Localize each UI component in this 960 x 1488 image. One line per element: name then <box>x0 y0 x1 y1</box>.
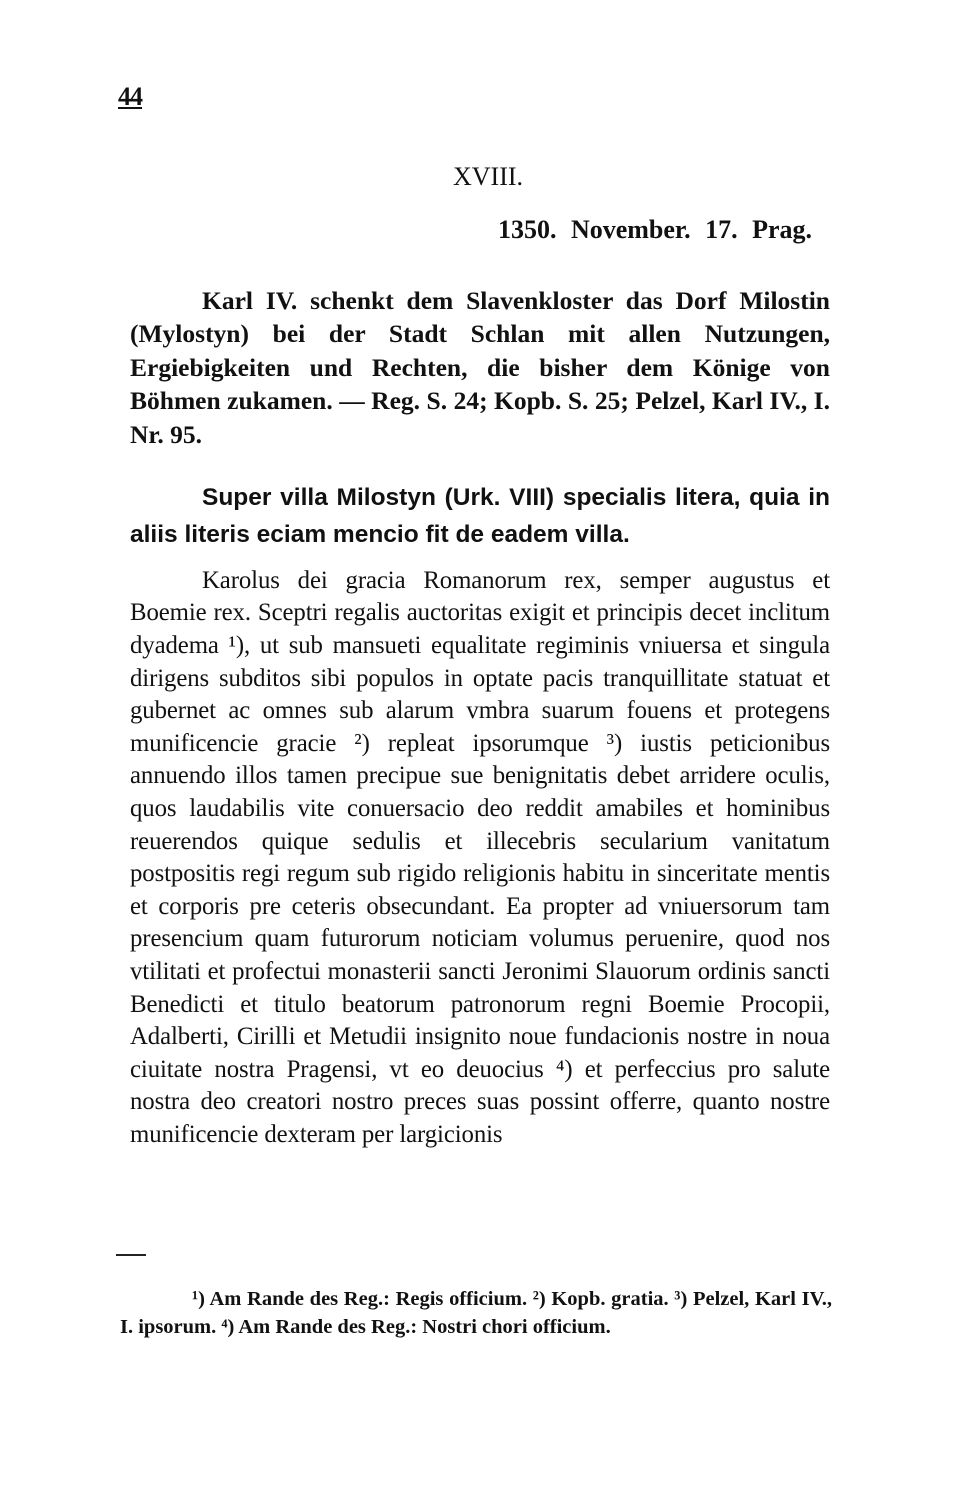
page-number: 44 <box>118 82 142 111</box>
regest-paragraph: Karl IV. schenkt dem Slavenkloster das Dorf Milostin (Mylostyn) bei der Stadt Schlan mit allen Nutzungen, Ergiebigkeiten und Rechten, die bisher dem Könige von Böhmen zukamen. — Reg. S. 24; Kopb. S. 25; Pelzel, Karl IV., I. Nr. 95. <box>130 285 830 449</box>
footnotes: ¹) Am Rande des Reg.: Regis officium. ²) Kopb. gratia. ³) Pelzel, Karl IV., I. ipsorum. ⁴) Am Rande des Reg.: Nostri chori officium. <box>120 1287 832 1338</box>
footnote-separator <box>116 1254 146 1256</box>
document-number: XVIII. <box>452 162 524 191</box>
dateline: 1350. November. 17. Prag. <box>497 215 812 244</box>
rubric-heading: Super villa Milostyn (Urk. VIII) specialis litera, quia in aliis literis eciam mencio fit de eadem villa. <box>130 483 830 548</box>
charter-body-text: Karolus dei gracia Romanorum rex, semper augustus et Boemie rex. Sceptri regalis auctoritas exigit et principis decet inclitum dyadema ¹), ut sub mansueti equalitate regiminis vniuersa et singula dirigens subditos sibi populos in optate pacis tranquillitate statuat et gubernet ac omnes sub alarum vmbra suarum fouens et protegens munificencie gracie ²) repleat ipsorumque ³) iustis peticionibus annuendo illos tamen precipue sue benignitatis debet arridere oculis, quos laudabilis vite conuersacio deo reddit amabiles et hominibus reuerendos quique sedulis et illecebris secularium vanitatum postpositis regi regum sub rigido religionis habitu in sinceritate mentis et corporis pre ceteris obsecundant. Ea propter ad vniuersorum tam presencium quam futurorum noticiam volumus peruenire, quod nos vtilitati et profectui monasterii sancti Jeronimi Slauorum ordinis sancti Benedicti et titulo beatorum patronorum regni Boemie Procopii, Adalberti, Cirilli et Metudii insignito noue fundacionis nostre in noua ciuitate nostra Pragensi, vt eo deuocius ⁴) et perfeccius pro salute nostra deo creatori nostro preces suas possint offerre, quanto nostre munificencie dexteram per largicionis <box>130 566 830 1148</box>
